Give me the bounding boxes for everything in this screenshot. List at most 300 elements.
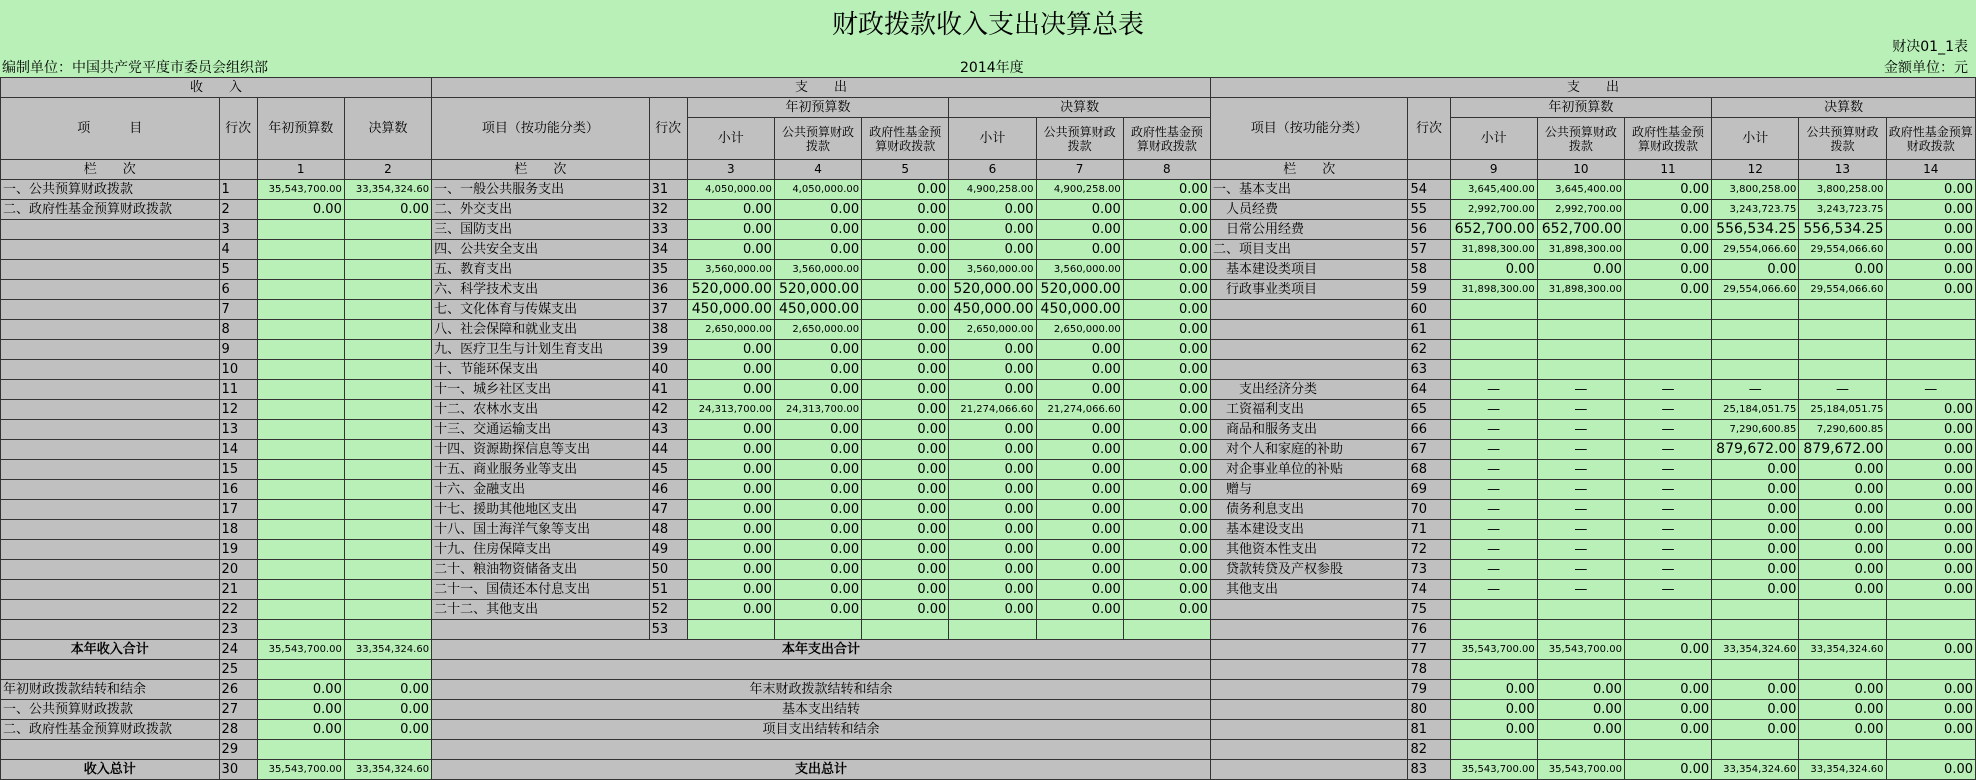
income-budget-value: [257, 560, 344, 580]
expense-type-item: 一、基本支出: [1210, 180, 1407, 200]
expense-type-value: 0.00: [1712, 560, 1799, 580]
expense-type-value: 0.00: [1799, 460, 1886, 480]
expense-value: 0.00: [1036, 380, 1123, 400]
expense-type-value: —: [1624, 520, 1711, 540]
expense-func-item: 三、国防支出: [432, 220, 650, 240]
expense-value: 0.00: [949, 220, 1036, 240]
summary-expense-value: 0.00: [1886, 680, 1975, 700]
income-row-no: 6: [219, 280, 257, 300]
expense-type-value: 0.00: [1450, 260, 1537, 280]
income-item: [1, 240, 220, 260]
summary-income-item: 年初财政拨款结转和结余: [1, 680, 220, 700]
final-group-header: 决算数: [1712, 98, 1976, 118]
income-budget-value: [257, 480, 344, 500]
expense-value: 2,650,000.00: [687, 320, 774, 340]
summary-row: [1, 720, 1976, 740]
summary-expense-value: 0.00: [1886, 700, 1975, 720]
summary-expense-item: 支出总计: [432, 760, 1211, 780]
summary-expense-value: [1537, 660, 1624, 680]
income-header: 收 入: [1, 78, 432, 98]
expense-type-value: [1712, 320, 1799, 340]
expense-type-value: 0.00: [1712, 460, 1799, 480]
expense-value: 450,000.00: [687, 300, 774, 320]
summary-expense-value: 33,354,324.60: [1712, 760, 1799, 780]
expense-value: 0.00: [687, 360, 774, 380]
table-row: [1, 300, 1976, 320]
expense-type-row-no: 63: [1408, 360, 1450, 380]
income-final-value: [344, 540, 431, 560]
expense-row-no: 48: [649, 520, 687, 540]
expense-type-value: 0.00: [1886, 580, 1975, 600]
expense-value: 0.00: [687, 500, 774, 520]
summary-income-budget: [257, 740, 344, 760]
expense-value: 0.00: [1123, 520, 1210, 540]
income-row-no: 8: [219, 320, 257, 340]
expense-type-value: 0.00: [1886, 400, 1975, 420]
expense-type-item: 其他支出: [1210, 580, 1407, 600]
expense-type-value: [1450, 300, 1537, 320]
expense-value: 0.00: [1123, 460, 1210, 480]
expense-row-no: 41: [649, 380, 687, 400]
expense-type-row-no: 73: [1408, 560, 1450, 580]
income-row-no: 11: [219, 380, 257, 400]
col-num-12: 12: [1712, 160, 1799, 180]
income-budget-value: [257, 460, 344, 480]
summary-income-budget: [257, 660, 344, 680]
expense-type-value: 7,290,600.85: [1712, 420, 1799, 440]
expense-value: 0.00: [687, 420, 774, 440]
income-item: [1, 260, 220, 280]
summary-income-item: 一、公共预算财政拨款: [1, 700, 220, 720]
summary-expense-value: 33,354,324.60: [1799, 640, 1886, 660]
summary-expense-row-no: 78: [1408, 660, 1450, 680]
expense-type-item: 日常公用经费: [1210, 220, 1407, 240]
blank-cell: [1408, 160, 1450, 180]
unit-label: 编制单位：中国共产党平度市委员会组织部: [2, 60, 268, 76]
income-item: [1, 540, 220, 560]
expense-type-value: 3,800,258.00: [1712, 180, 1799, 200]
expense-type-item: 对企事业单位的补贴: [1210, 460, 1407, 480]
summary-expense-value: 0.00: [1537, 700, 1624, 720]
summary-expense-value: [1712, 660, 1799, 680]
expense-row-no: 45: [649, 460, 687, 480]
expense-type-value: —: [1537, 580, 1624, 600]
summary-income-row-no: 28: [219, 720, 257, 740]
expense-value: 0.00: [1036, 240, 1123, 260]
expense-type-item: 基本建设类项目: [1210, 260, 1407, 280]
income-item: [1, 420, 220, 440]
row-no-header: 行次: [219, 98, 257, 160]
summary-row: [1, 700, 1976, 720]
expense-value: 0.00: [862, 260, 949, 280]
summary-expense-value: 0.00: [1624, 720, 1711, 740]
expense-type-item: 贷款转贷及产权参股: [1210, 560, 1407, 580]
table-row: [1, 560, 1976, 580]
expense-type-value: [1450, 360, 1537, 380]
expense-value: 0.00: [1123, 360, 1210, 380]
table-row: [1, 460, 1976, 480]
expense-value: 0.00: [862, 440, 949, 460]
summary-blank: [1210, 660, 1407, 680]
income-budget-value: 35,543,700.00: [257, 180, 344, 200]
expense-row-no: 49: [649, 540, 687, 560]
expense-value: 0.00: [862, 460, 949, 480]
summary-expense-value: 0.00: [1886, 760, 1975, 780]
expense-value: 0.00: [862, 480, 949, 500]
expense-type-value: —: [1537, 400, 1624, 420]
expense-type-value: —: [1537, 520, 1624, 540]
blank-cell: [649, 160, 687, 180]
summary-income-final: 33,354,324.60: [344, 640, 431, 660]
expense-func-item: 十五、商业服务业等支出: [432, 460, 650, 480]
expense-type-value: 0.00: [1886, 280, 1975, 300]
expense-type-row-no: 67: [1408, 440, 1450, 460]
summary-expense-value: 0.00: [1799, 680, 1886, 700]
expense-value: 0.00: [862, 240, 949, 260]
expense-value: 0.00: [687, 380, 774, 400]
expense-type-row-no: 69: [1408, 480, 1450, 500]
annual-budget-header: 年初预算数: [687, 98, 949, 118]
table-row: [1, 260, 1976, 280]
gov-fund-header: 政府性基金预算财政拨款: [1886, 118, 1975, 160]
expense-value: 0.00: [774, 480, 861, 500]
column-label: 栏 次: [1, 160, 220, 180]
summary-income-item: 二、政府性基金预算财政拨款: [1, 720, 220, 740]
expense-value: 0.00: [774, 580, 861, 600]
expense-value: 0.00: [1123, 340, 1210, 360]
expense-type-value: [1712, 620, 1799, 640]
expense-type-item: 支出经济分类: [1210, 380, 1407, 400]
expense-type-value: 0.00: [1799, 520, 1886, 540]
income-row-no: 18: [219, 520, 257, 540]
expense-value: 0.00: [774, 560, 861, 580]
expense-row-no: 53: [649, 620, 687, 640]
summary-blank: [1210, 720, 1407, 740]
expense-value: 0.00: [949, 460, 1036, 480]
summary-expense-item: 项目支出结转和结余: [432, 720, 1211, 740]
expense-type-value: 3,645,400.00: [1537, 180, 1624, 200]
expense-type-value: —: [1450, 480, 1537, 500]
expense-type-value: 31,898,300.00: [1537, 280, 1624, 300]
expense-type-value: 0.00: [1624, 200, 1711, 220]
summary-income-budget: 0.00: [257, 680, 344, 700]
expense-type-value: —: [1450, 380, 1537, 400]
summary-expense-value: 33,354,324.60: [1712, 640, 1799, 660]
summary-expense-value: 0.00: [1624, 760, 1711, 780]
col-num-10: 10: [1537, 160, 1624, 180]
expense-value: [774, 620, 861, 640]
expense-type-item: [1210, 360, 1407, 380]
expense-row-no: 39: [649, 340, 687, 360]
expense-value: 0.00: [1036, 480, 1123, 500]
income-row-no: 19: [219, 540, 257, 560]
expense-func-item: 十九、住房保障支出: [432, 540, 650, 560]
summary-expense-value: 0.00: [1712, 680, 1799, 700]
expense-type-item: 赠与: [1210, 480, 1407, 500]
summary-expense-row-no: 82: [1408, 740, 1450, 760]
summary-income-final: [344, 660, 431, 680]
income-final-value: [344, 360, 431, 380]
income-item: [1, 280, 220, 300]
expense-type-value: [1537, 320, 1624, 340]
expense-value: 0.00: [949, 360, 1036, 380]
expense-type-value: 652,700.00: [1450, 220, 1537, 240]
expense-value: 0.00: [1036, 340, 1123, 360]
expense-type-value: —: [1537, 560, 1624, 580]
expense-type-value: 556,534.25: [1799, 220, 1886, 240]
expense-value: 0.00: [862, 220, 949, 240]
blank-cell: [219, 160, 257, 180]
expense-type-item: [1210, 600, 1407, 620]
table-row: [1, 520, 1976, 540]
expense-row-no: 34: [649, 240, 687, 260]
expense-type-value: [1624, 320, 1711, 340]
expense-type-value: [1886, 300, 1975, 320]
summary-income-row-no: 29: [219, 740, 257, 760]
summary-row: [1, 680, 1976, 700]
expense-value: 0.00: [1036, 440, 1123, 460]
expense-row-no: 44: [649, 440, 687, 460]
expense-type-value: [1537, 360, 1624, 380]
expense-func-item: 五、教育支出: [432, 260, 650, 280]
gov-fund-header: 政府性基金预算财政拨款: [1123, 118, 1210, 160]
expense-func-item: 二十一、国债还本付息支出: [432, 580, 650, 600]
expense-value: 0.00: [949, 420, 1036, 440]
expense-value: 0.00: [687, 440, 774, 460]
table-row: [1, 600, 1976, 620]
income-item: [1, 320, 220, 340]
expense-value: 0.00: [949, 540, 1036, 560]
expense-value: 0.00: [862, 420, 949, 440]
expense-value: 2,650,000.00: [949, 320, 1036, 340]
expense-type-value: 0.00: [1886, 180, 1975, 200]
summary-row: [1, 660, 1976, 680]
expense-value: 0.00: [1123, 420, 1210, 440]
income-final-value: [344, 520, 431, 540]
expense-type-value: [1624, 300, 1711, 320]
expense-type-value: —: [1886, 380, 1975, 400]
expense-value: [1123, 620, 1210, 640]
expense-value: 0.00: [1123, 200, 1210, 220]
expense-value: 0.00: [687, 460, 774, 480]
table-row: [1, 320, 1976, 340]
col-num-8: 8: [1123, 160, 1210, 180]
expense-type-value: —: [1624, 580, 1711, 600]
income-item: [1, 600, 220, 620]
expense-row-no: 42: [649, 400, 687, 420]
expense-type-item: 商品和服务支出: [1210, 420, 1407, 440]
expense-type-row-no: 64: [1408, 380, 1450, 400]
column-label: 栏 次: [1210, 160, 1407, 180]
col-num-3: 3: [687, 160, 774, 180]
expense-type-item: 基本建设支出: [1210, 520, 1407, 540]
expense-type-item: [1210, 340, 1407, 360]
income-budget-value: [257, 300, 344, 320]
expense-type-value: —: [1624, 500, 1711, 520]
summary-income-row-no: 30: [219, 760, 257, 780]
table-row: [1, 380, 1976, 400]
income-budget-value: [257, 600, 344, 620]
income-final-value: [344, 460, 431, 480]
expense-type-value: [1450, 600, 1537, 620]
expense-type-value: —: [1450, 580, 1537, 600]
expense-value: 0.00: [1036, 520, 1123, 540]
expense-func-item: 七、文化体育与传媒支出: [432, 300, 650, 320]
income-final-value: [344, 240, 431, 260]
expense-value: 0.00: [774, 220, 861, 240]
expense-value: 21,274,066.60: [949, 400, 1036, 420]
income-final-value: [344, 280, 431, 300]
item-header: 项 目: [1, 98, 220, 160]
summary-expense-value: 35,543,700.00: [1537, 760, 1624, 780]
expense-type-value: —: [1450, 420, 1537, 440]
income-row-no: 13: [219, 420, 257, 440]
expense-value: 0.00: [862, 500, 949, 520]
summary-expense-value: 35,543,700.00: [1450, 760, 1537, 780]
income-row-no: 16: [219, 480, 257, 500]
income-item: [1, 400, 220, 420]
income-final-value: [344, 620, 431, 640]
expense-value: 0.00: [862, 540, 949, 560]
expense-value: 0.00: [1036, 600, 1123, 620]
expense-type-value: —: [1537, 380, 1624, 400]
expense-type-value: [1886, 340, 1975, 360]
col-num-4: 4: [774, 160, 861, 180]
summary-income-budget: 35,543,700.00: [257, 640, 344, 660]
summary-expense-value: 0.00: [1886, 720, 1975, 740]
expense-value: 0.00: [774, 340, 861, 360]
expense-value: 520,000.00: [774, 280, 861, 300]
expense-type-value: 0.00: [1886, 220, 1975, 240]
summary-expense-value: 33,354,324.60: [1799, 760, 1886, 780]
expense-value: 0.00: [774, 240, 861, 260]
expense-value: 0.00: [862, 560, 949, 580]
expense-value: 3,560,000.00: [687, 260, 774, 280]
expense-type-value: 0.00: [1886, 260, 1975, 280]
income-final-value: [344, 420, 431, 440]
budget-report-table: [0, 77, 1976, 780]
expense-value: 24,313,700.00: [687, 400, 774, 420]
expense-type-value: —: [1537, 500, 1624, 520]
expense-func-item: 十七、援助其他地区支出: [432, 500, 650, 520]
row-no-header: 行次: [649, 98, 687, 160]
func-item-header: 项目（按功能分类）: [432, 98, 650, 160]
income-row-no: 21: [219, 580, 257, 600]
income-budget-value: [257, 580, 344, 600]
expense-type-row-no: 54: [1408, 180, 1450, 200]
summary-expense-row-no: 83: [1408, 760, 1450, 780]
summary-expense-value: 35,543,700.00: [1450, 640, 1537, 660]
expense-func-item: 六、科学技术支出: [432, 280, 650, 300]
expense-type-value: —: [1624, 540, 1711, 560]
expense-value: 0.00: [949, 500, 1036, 520]
summary-expense-value: [1799, 660, 1886, 680]
col-num-14: 14: [1886, 160, 1975, 180]
summary-expense-value: 0.00: [1450, 700, 1537, 720]
summary-expense-value: 0.00: [1712, 700, 1799, 720]
subtotal-header: 小计: [949, 118, 1036, 160]
expense-type-item: [1210, 320, 1407, 340]
summary-income-row-no: 27: [219, 700, 257, 720]
expense-type-value: 879,672.00: [1712, 440, 1799, 460]
expense-row-no: 40: [649, 360, 687, 380]
expense-type-value: 29,554,066.60: [1712, 240, 1799, 260]
expense-func-item: 十八、国土海洋气象等支出: [432, 520, 650, 540]
col-num-7: 7: [1036, 160, 1123, 180]
expense-type-value: 0.00: [1886, 440, 1975, 460]
subtotal-header: 小计: [1450, 118, 1537, 160]
expense-type-value: [1886, 620, 1975, 640]
summary-expense-value: 0.00: [1450, 720, 1537, 740]
expense-type-item: 行政事业类项目: [1210, 280, 1407, 300]
expense-value: 0.00: [1036, 200, 1123, 220]
income-row-no: 12: [219, 400, 257, 420]
expense-func-item: 二十、粮油物资储备支出: [432, 560, 650, 580]
expense-value: [687, 620, 774, 640]
summary-row: [1, 740, 1976, 760]
expense-value: 0.00: [1123, 260, 1210, 280]
expense-value: 0.00: [687, 520, 774, 540]
expense-value: 0.00: [862, 280, 949, 300]
expense-type-row-no: 68: [1408, 460, 1450, 480]
gov-fund-header: 政府性基金预算财政拨款: [1624, 118, 1711, 160]
expense-type-row-no: 58: [1408, 260, 1450, 280]
expense-value: 4,900,258.00: [1036, 180, 1123, 200]
expense-type-value: [1537, 620, 1624, 640]
expense-row-no: 46: [649, 480, 687, 500]
expense-value: 4,050,000.00: [774, 180, 861, 200]
annual-budget-header: 年初预算数: [1450, 98, 1712, 118]
expense-type-value: —: [1624, 480, 1711, 500]
expense-func-item: 二、外交支出: [432, 200, 650, 220]
income-final-value: [344, 220, 431, 240]
expense-type-value: 0.00: [1712, 260, 1799, 280]
summary-expense-value: [1799, 740, 1886, 760]
income-row-no: 14: [219, 440, 257, 460]
expense-type-value: 0.00: [1886, 540, 1975, 560]
table-row: [1, 580, 1976, 600]
expense-type-item: 人员经费: [1210, 200, 1407, 220]
expense-row-no: 37: [649, 300, 687, 320]
summary-income-final: 0.00: [344, 700, 431, 720]
expense-type-value: [1624, 360, 1711, 380]
income-budget-value: [257, 320, 344, 340]
expense-type-value: 25,184,051.75: [1799, 400, 1886, 420]
expense-type-value: 0.00: [1799, 500, 1886, 520]
summary-expense-value: 35,543,700.00: [1537, 640, 1624, 660]
table-row: [1, 280, 1976, 300]
summary-expense-item: [432, 740, 1211, 760]
summary-expense-value: [1624, 660, 1711, 680]
expense-type-value: 0.00: [1799, 540, 1886, 560]
expense-value: 3,560,000.00: [774, 260, 861, 280]
expense-value: 0.00: [687, 580, 774, 600]
income-row-no: 10: [219, 360, 257, 380]
expense-type-value: 0.00: [1624, 240, 1711, 260]
public-budget-header: 公共预算财政拨款: [774, 118, 861, 160]
income-budget-value: [257, 280, 344, 300]
expense-value: 0.00: [687, 540, 774, 560]
income-item: [1, 220, 220, 240]
expense-value: 0.00: [774, 500, 861, 520]
summary-income-item: 收入总计: [1, 760, 220, 780]
expense-type-value: —: [1450, 520, 1537, 540]
expense-func-item: 十、节能环保支出: [432, 360, 650, 380]
income-item: [1, 520, 220, 540]
expense-type-row-no: 62: [1408, 340, 1450, 360]
expense-value: [1036, 620, 1123, 640]
expense-type-value: —: [1624, 400, 1711, 420]
